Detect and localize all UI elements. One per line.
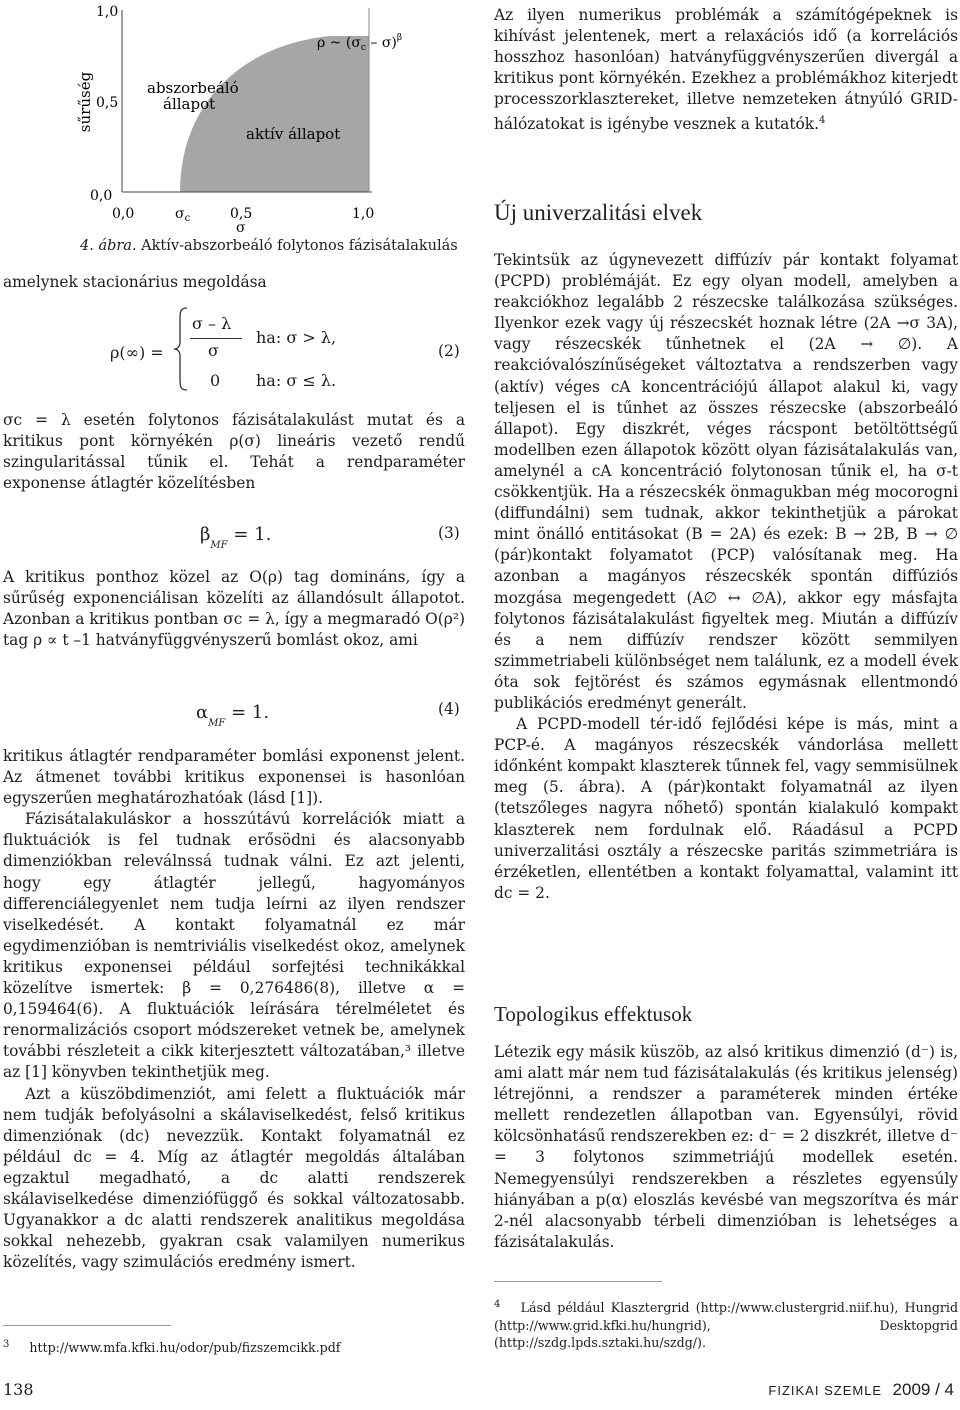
journal-title: FIZIKAI SZEMLE bbox=[768, 1383, 883, 1398]
x-tick-label: 0,0 bbox=[112, 206, 135, 222]
footnote-link[interactable]: http://www.mfa.kfki.hu/odor/pub/fizszemcikk.pdf bbox=[29, 1340, 341, 1356]
footnote-number: 4 bbox=[494, 1299, 501, 1310]
paragraph: A PCPD-modell tér-idő fejlődési képe is más, mint a PCP-é. A magányos részecskék vándorlása mellett időnként kompakt klaszterek tűnnek fel, vagy semmisülnek meg (5. ábra). A (pár)kontakt folyamatnál az ilyen (tetszőleges nagyra nőhető) spontán kialakuló kompakt klaszterek nem fordulnak elő. Ráadásul a PCPD univerzalitási osztály a részecske paritás szimmetriára is érzéketlen, ellentétben a kontakt folyamattal, valamint itt dc = 2. bbox=[494, 715, 958, 902]
eq2-lhs: ρ(∞) = bbox=[110, 343, 164, 362]
paragraph: σc = λ esetén folytonos fázisátalakulást mutat és a kritikus pont környékén ρ(σ) lineáris vezető rendű szingularitással tűnik el. Tehát a rendparaméter exponense átlagtér közelítésben bbox=[3, 411, 465, 493]
paragraph: Azt a küszöbdimenziót, ami felett a fluktuációk már nem tudják befolyásolni a skálaviselkedést, felső kritikus dimenziónak (dc) nevezzük. Kontakt folyamatnál ez például dc = 4. Míg az átlagtér megoldás általában egzaktul megadható, a dc alatti rendszerek skálaviselkedése dimenziófüggő és sokkal változatosabb. Ugyanakkor a dc alatti rendszerek analitikus megoldása sokkal nehezebb, gyakran csak valamilyen numerikus közelítés, vagy szimulációs eredmény ismert. bbox=[3, 1084, 465, 1272]
paragraph: Az ilyen numerikus problémák a számítógépeknek is kihívást jelentenek, mert a relaxációs idő (a korrelációs hosszhoz hasonlóan) hatványfüggvényszerűen divergál a kritikus pont környékén. Ezekhez a problémákhoz kiterjedt processzorklasztereket, illetve nemzeteken átnyúló GRID-hálózatokat is igénybe vesznek a kutatók.$^4$ bbox=[494, 6, 958, 134]
y-tick-label: 1,0 bbox=[96, 4, 119, 20]
page-number: 138 bbox=[3, 1380, 34, 1399]
journal-name bbox=[768, 1380, 954, 1400]
footnote-3 bbox=[3, 1336, 463, 1357]
left-paragraph-1 bbox=[3, 410, 465, 494]
footnote-text: Lásd például Klasztergrid (http://www.clustergrid.niif.hu), Hungrid (http://www.grid.kfki.hu/hungrid), Desktopgrid (http://szdg.lpds.sztaki.hu/szdg/). bbox=[494, 1300, 959, 1351]
eq2-case2-condition: ha: σ ≤ λ. bbox=[256, 371, 337, 390]
region-label-absorbing: abszorbeáló bbox=[147, 79, 239, 97]
power-law-label: ρ ~ $(\sigma_c - \sigma)^\beta$ bbox=[317, 33, 403, 53]
caption-label: 4. ábra bbox=[80, 238, 132, 254]
footnote-number: 3 bbox=[3, 1339, 10, 1350]
eq2-fraction-bar bbox=[190, 338, 242, 339]
paragraph: Létezik egy másik küszöb, az alsó kritikus dimenzió (d⁻) is, ami alatt már nem tud fázisátalakulás (és kritikus jelenség) létrejönni, a rendszer a paraméterek minden értéke mellett rendezetlen állapotban van. Egyensúlyi, rövid kölcsönhatásű rendszerekben ez: d⁻ = 2 diszkrét, illetve d⁻ = 3 folytonos szimmetriájú modellek esetén. Nemegyensúlyi rendszerekben a részletes egyensúly hiányában a p(α) eloszlás kevésbé van megszorítva és már 2-nél alacsonyabb térbeli dimenzióban is lehetséges a fázisátalakulás. bbox=[494, 1043, 958, 1251]
eq4-number: (4) bbox=[438, 700, 460, 718]
left-intro bbox=[3, 272, 465, 293]
figure-caption bbox=[80, 238, 458, 254]
footnote-rule bbox=[494, 1281, 662, 1282]
right-section-1 bbox=[494, 250, 958, 904]
eq3-expression: $\beta_{MF} = 1$. bbox=[200, 524, 272, 551]
eq2-denominator: σ bbox=[208, 341, 219, 360]
left-body bbox=[3, 746, 465, 1273]
paragraph: Fázisátalakuláskor a hosszútávú korrelációk miatt a fluktuációk is fel tudnak erősödni és alacsonyabb dimenziókban releválnssá tudnak válni. Ez azt jelenti, hogy egy átlagtér jellegű, hagyományos differenciálegyenlet nem tudja leírni az ilyen rendszer viselkedését. A kontakt folyamatnál ez már egydimenzióban is nemtriviális viselkedést okoz, amelynek kritikus exponensei például sorfejtési technikákkal közelítve ismertek: β = 0,276486(8), illetve α = 0,159464(6). A fluktuációk leírására térelméletet és renormalizációs csoport módszereket vetnek be, amelynek további részleteit a cikk kiterjesztett változatában,³ illetve az [1] könyvben tekinthetjük meg. bbox=[3, 810, 465, 1082]
x-tick-label: 1,0 bbox=[352, 206, 375, 222]
footnote-ref: 4 bbox=[819, 115, 826, 127]
eq2-number: (2) bbox=[438, 342, 460, 360]
right-section-2 bbox=[494, 1042, 958, 1253]
eq2-numerator: σ – λ bbox=[192, 314, 232, 333]
eq2-case2-value: 0 bbox=[210, 371, 221, 390]
journal-issue: 2009 / 4 bbox=[892, 1380, 954, 1399]
eq4-expression: $\alpha_{MF} = 1$. bbox=[196, 702, 270, 729]
region-label-active: aktív állapot bbox=[246, 125, 341, 143]
footnote-rule bbox=[3, 1325, 171, 1326]
active-state-region bbox=[180, 36, 369, 192]
section-heading: Topologikus effektusok bbox=[494, 1002, 693, 1026]
y-tick-label: 0,0 bbox=[90, 188, 113, 204]
x-axis-label: σ bbox=[236, 220, 246, 232]
right-paragraph-0 bbox=[494, 5, 958, 136]
y-tick-label: 0,5 bbox=[96, 95, 119, 111]
section-heading: Új univerzalitási elvek bbox=[494, 200, 703, 225]
left-paragraph-2 bbox=[3, 567, 465, 651]
eq2-case1-condition: ha: σ > λ, bbox=[256, 328, 337, 347]
paragraph: A kritikus ponthoz közel az O(ρ) tag domináns, így a sűrűség exponenciálisan közelíti az állandósult állapotot. Azonban a kritikus pontban σc = λ, így a megmaradó O(ρ²) tag ρ ∝ t –1 hatványfüggvényszerű bomlást okoz, ami bbox=[3, 568, 465, 650]
eq3-number: (3) bbox=[438, 524, 460, 542]
y-axis-label: sűrűség bbox=[76, 71, 94, 133]
paragraph: kritikus átlagtér rendparaméter bomlási exponenst jelent. Az átmenet további kritikus exponensei is hasonlóan egyszerűen meghatározhatóak (lásd [1]). bbox=[3, 747, 465, 808]
region-label-absorbing: állapot bbox=[163, 95, 216, 113]
paragraph: Tekintsük az úgynevezett diffúzív pár kontakt folyamat (PCPD) problémáját. Ez egy olyan modell, amelyben a reakciókhoz legalább 2 részecske találkozása szükséges. Ilyenkor ezek vagy új részecskét hoznak létre (2A →σ 3A), vagy részecskék tűnhetnek el (2A → ∅). A reakcióvalószínűségeket változtatva a rendszerben vagy (aktív) véges cA koncentrációjú állapot alakul ki, vagy teljesen el is tűnhet az összes részecske (abszorbeáló állapot). Egy diszkrét, véges rácspont betöltöttségű modellben ezen állapotok között olyan fázisátalakulás van, amelynél a cA koncentráció folytonosan tűnik el, ha σ-t csökkentjük. Ha a részecskék önmagukban még mocorogni (diffundálni) sem tudnak, akkor tekinthetjük a párokat mint önálló entitásokat (B = 2A) és ezek: B → 2B, B → ∅ (pár)kontakt folyamatot (PCP) valósítanak meg. Ha azonban a magányos részecskék spontán diffúziós mozgása megengedett (A∅ ↔ ∅A), akkor egy másfajta folytonos fázisátalakulást figyeltek meg. Miután a diffúzív és a nem diffúzív rendszer között semmilyen szimmetriabeli különbséget nem találunk, ez a modell évek óta sok fejtörést és számos egymásnak ellentmondó publikációs eredményt generált. bbox=[494, 251, 958, 712]
footnote-4 bbox=[494, 1296, 958, 1352]
caption-text: . Aktív-abszorbeáló folytonos fázisátalakulás bbox=[131, 238, 458, 254]
eq2-brace bbox=[172, 306, 190, 392]
x-tick-sigma-c: $\sigma_c$ bbox=[175, 206, 191, 224]
figure-4-chart bbox=[0, 0, 470, 232]
paragraph: amelynek stacionárius megoldása bbox=[3, 273, 267, 291]
x-tick-label: 0,5 bbox=[230, 206, 253, 222]
